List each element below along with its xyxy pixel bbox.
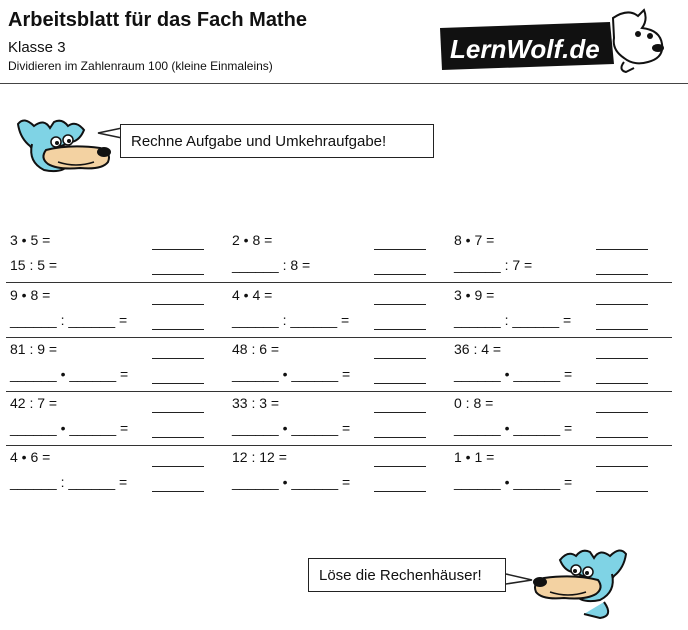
- task-text: 2 • 8 =: [232, 232, 273, 248]
- answer-blank[interactable]: [152, 235, 204, 250]
- answer-blank[interactable]: [596, 369, 648, 384]
- answer-blank[interactable]: [374, 477, 426, 492]
- task-text: 42 : 7 =: [10, 395, 58, 411]
- answer-blank[interactable]: [374, 235, 426, 250]
- topic-label: Dividieren im Zahlenraum 100 (kleine Einmaleins): [8, 59, 273, 73]
- answer-blank[interactable]: [374, 260, 426, 275]
- worksheet-row: [6, 337, 672, 392]
- logo-text: LernWolf.de: [450, 34, 600, 64]
- reverse-task-text: 15 : 5 =: [10, 257, 58, 273]
- header-divider: [0, 83, 688, 84]
- reverse-task-text: ______ • ______ =: [232, 474, 351, 490]
- answer-blank[interactable]: [596, 398, 648, 413]
- answer-blank[interactable]: [152, 369, 204, 384]
- task-cell: [450, 283, 672, 337]
- worksheet-row: [6, 445, 672, 499]
- task-text: 12 : 12 =: [232, 449, 287, 465]
- answer-blank[interactable]: [152, 398, 204, 413]
- answer-blank[interactable]: [152, 315, 204, 330]
- task-cell: [228, 445, 450, 499]
- task-text: 9 • 8 =: [10, 287, 51, 303]
- answer-blank[interactable]: [374, 423, 426, 438]
- task-cell: [450, 228, 672, 282]
- task-cell: [450, 445, 672, 499]
- lernwolf-logo: [438, 6, 670, 76]
- answer-blank[interactable]: [596, 423, 648, 438]
- answer-blank[interactable]: [596, 315, 648, 330]
- reverse-task-text: ______ : 7 =: [454, 257, 533, 273]
- task-text: 36 : 4 =: [454, 341, 502, 357]
- grade-label: Klasse 3: [8, 39, 66, 56]
- worksheet-row: [6, 283, 672, 338]
- wolf-mascot-bottom-icon: [530, 544, 634, 624]
- reverse-task-text: ______ : ______ =: [10, 474, 128, 490]
- instruction-text-bottom: Löse die Rechenhäuser!: [319, 566, 482, 584]
- answer-blank[interactable]: [374, 369, 426, 384]
- task-cell: [6, 283, 228, 337]
- worksheet-title: Arbeitsblatt für das Fach Mathe: [8, 9, 307, 31]
- task-text: 8 • 7 =: [454, 232, 495, 248]
- answer-blank[interactable]: [152, 290, 204, 305]
- instruction-text-top: Rechne Aufgabe und Umkehraufgabe!: [131, 132, 387, 150]
- task-text: 1 • 1 =: [454, 449, 495, 465]
- answer-blank[interactable]: [152, 344, 204, 359]
- answer-blank[interactable]: [596, 290, 648, 305]
- answer-blank[interactable]: [152, 477, 204, 492]
- answer-blank[interactable]: [596, 477, 648, 492]
- answer-blank[interactable]: [374, 398, 426, 413]
- task-cell: [6, 445, 228, 499]
- answer-blank[interactable]: [596, 235, 648, 250]
- answer-blank[interactable]: [596, 260, 648, 275]
- task-text: 33 : 3 =: [232, 395, 280, 411]
- answer-blank[interactable]: [152, 260, 204, 275]
- answer-blank[interactable]: [374, 315, 426, 330]
- task-text: 4 • 4 =: [232, 287, 273, 303]
- answer-blank[interactable]: [596, 452, 648, 467]
- task-text: 0 : 8 =: [454, 395, 494, 411]
- reverse-task-text: ______ • ______ =: [454, 420, 573, 436]
- task-cell: [6, 391, 228, 445]
- worksheet-row: [6, 228, 672, 283]
- reverse-task-text: ______ • ______ =: [454, 366, 573, 382]
- task-text: 81 : 9 =: [10, 341, 58, 357]
- reverse-task-text: ______ • ______ =: [10, 420, 129, 436]
- answer-blank[interactable]: [152, 423, 204, 438]
- task-text: 3 • 9 =: [454, 287, 495, 303]
- task-cell: [450, 391, 672, 445]
- reverse-task-text: ______ : 8 =: [232, 257, 311, 273]
- task-cell: [6, 337, 228, 391]
- answer-blank[interactable]: [596, 344, 648, 359]
- task-text: 4 • 6 =: [10, 449, 51, 465]
- task-cell: [228, 337, 450, 391]
- reverse-task-text: ______ : ______ =: [454, 312, 572, 328]
- wolf-mascot-icon: [10, 114, 114, 186]
- instruction-bubble-bottom: [308, 558, 506, 592]
- task-cell: [450, 337, 672, 391]
- task-text: 3 • 5 =: [10, 232, 51, 248]
- worksheet-row: [6, 391, 672, 446]
- answer-blank[interactable]: [374, 344, 426, 359]
- reverse-task-text: ______ : ______ =: [232, 312, 350, 328]
- task-cell: [6, 228, 228, 282]
- reverse-task-text: ______ : ______ =: [10, 312, 128, 328]
- task-cell: [228, 283, 450, 337]
- task-cell: [228, 228, 450, 282]
- reverse-task-text: ______ • ______ =: [232, 420, 351, 436]
- reverse-task-text: ______ • ______ =: [232, 366, 351, 382]
- answer-blank[interactable]: [374, 290, 426, 305]
- reverse-task-text: ______ • ______ =: [454, 474, 573, 490]
- task-text: 48 : 6 =: [232, 341, 280, 357]
- task-cell: [228, 391, 450, 445]
- answer-blank[interactable]: [374, 452, 426, 467]
- instruction-bubble-top: [120, 124, 434, 158]
- reverse-task-text: ______ • ______ =: [10, 366, 129, 382]
- answer-blank[interactable]: [152, 452, 204, 467]
